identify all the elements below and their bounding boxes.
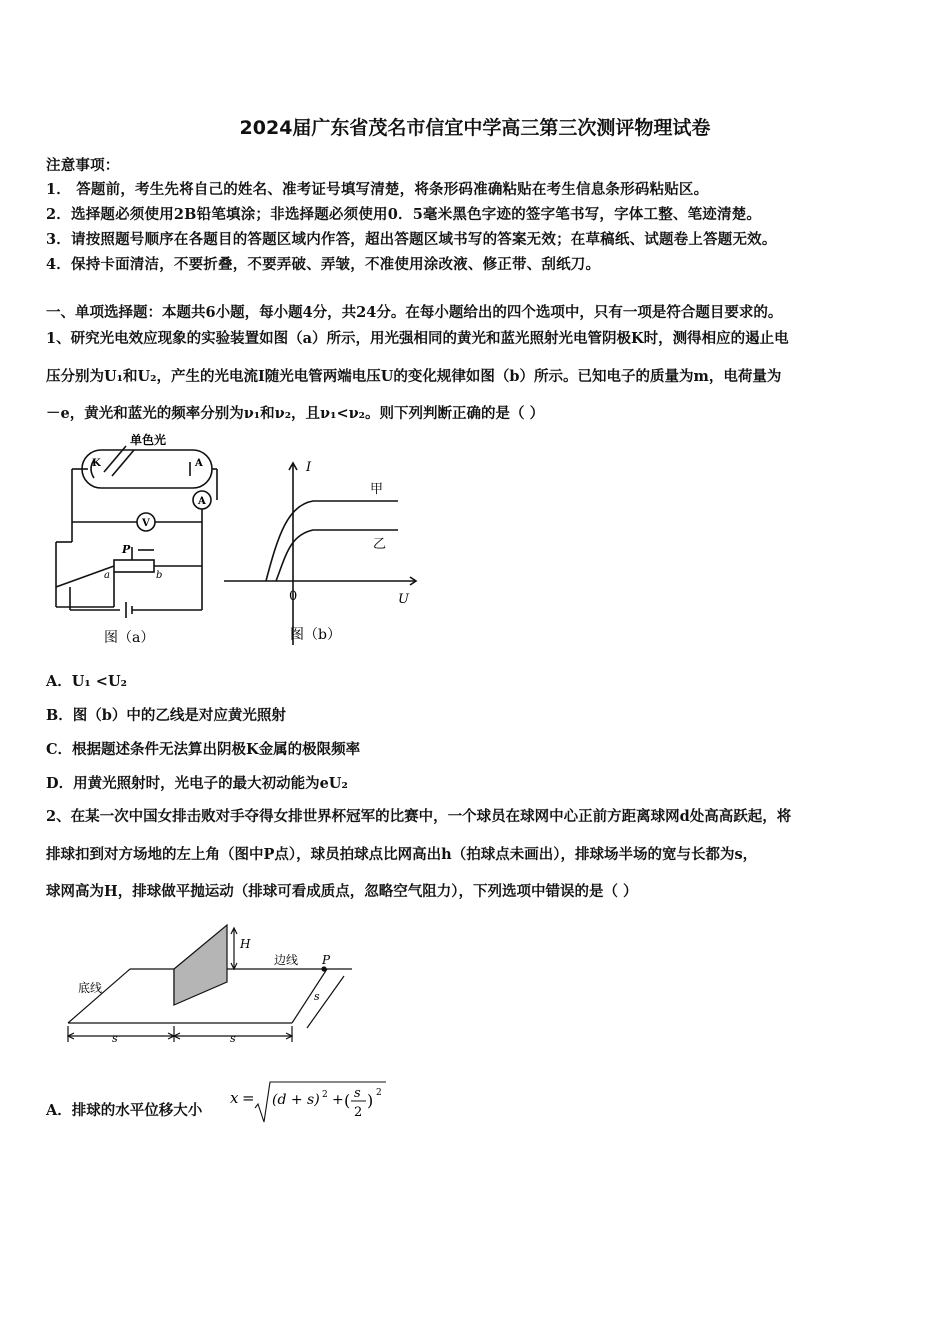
baseline-label: 底线	[78, 981, 103, 995]
court-figure	[62, 920, 362, 1050]
formula-x: x	[230, 1089, 239, 1107]
rheostat-end-b: b	[156, 570, 163, 581]
formula-plus: +	[332, 1092, 344, 1108]
formula-paren-open: (	[344, 1091, 351, 1110]
q1-option-b: B．图（b）中的乙线是对应黄光照射	[46, 707, 286, 724]
notice-item: 3．请按照题号顺序在各题目的答题区域内作答，超出答题区域书写的答案无效；在草稿纸、试题卷上答题无效。	[46, 231, 777, 248]
q2-text-line: 球网高为H，排球做平抛运动（排球可看成质点，忽略空气阻力），下列选项中错误的是（ ）	[46, 883, 638, 900]
s-label-mid: s	[230, 1032, 236, 1045]
formula-exp1: 2	[322, 1090, 328, 1100]
formula-frac-num: s	[354, 1086, 361, 1101]
rheostat	[114, 560, 154, 572]
net	[174, 925, 227, 1005]
notice-item: 4．保持卡面清洁，不要折叠，不要弄破、弄皱，不准使用涂改液、修正带、刮纸刀。	[46, 256, 601, 273]
formula-exp2: 2	[376, 1088, 382, 1098]
q2-option-a: A．排球的水平位移大小	[46, 1102, 203, 1119]
sideline-label: 边线	[274, 953, 299, 967]
displacement-formula	[228, 1078, 388, 1124]
iu-graph	[218, 455, 428, 655]
point-p-label: P	[322, 953, 331, 967]
rheostat-end-a: a	[104, 570, 110, 581]
curve-jia-label: 甲	[370, 482, 384, 497]
light-label: 单色光	[130, 433, 167, 447]
notice-item: 2．选择题必须使用2B铅笔填涂；非选择题必须使用0．5毫米黑色字迹的签字笔书写，字体工整、笔迹清楚。	[46, 206, 762, 223]
formula-frac-den: 2	[354, 1105, 363, 1120]
formula-eq: =	[242, 1089, 255, 1107]
u-axis-label: U	[398, 592, 409, 607]
formula-term1: (d + s)	[272, 1092, 320, 1108]
notice-heading: 注意事项：	[46, 157, 120, 174]
circuit-figure	[42, 432, 232, 654]
s-label-right: s	[314, 990, 320, 1003]
ammeter-label: A	[198, 496, 206, 507]
notice-item: 1． 答题前，考生先将自己的姓名、准考证号填写清楚，将条形码准确粘贴在考生信息条形码粘贴区。	[46, 181, 709, 198]
page-title: 2024届广东省茂名市信宜中学高三第三次测评物理试卷	[239, 117, 711, 139]
i-axis-label: I	[306, 460, 312, 475]
q1-text-line: －e，黄光和蓝光的频率分别为ν₁和ν₂，且ν₁<ν₂。则下列判断正确的是（ ）	[46, 405, 545, 422]
q2-text-line: 排球扣到对方场地的左上角（图中P点），球员拍球点比网高出h（拍球点未画出），排球场半场的宽与长都为s，	[46, 846, 758, 863]
net-height-label: H	[240, 937, 251, 951]
curve-yi-label: 乙	[373, 537, 387, 552]
q2-text-line: 2、在某一次中国女排击败对手夺得女排世界杯冠军的比赛中，一个球员在球网中心正前方距离球网d处高高跃起，将	[46, 808, 792, 825]
figure-b-caption: 图（b）	[290, 627, 341, 643]
point-p	[321, 966, 326, 971]
q1-option-d: D．用黄光照射时，光电子的最大初动能为eU₂	[46, 775, 348, 792]
q1-option-a: A．U₁ <U₂	[46, 673, 127, 690]
photocell-tube	[82, 450, 212, 488]
q1-text-line: 压分别为U₁和U₂，产生的光电流I随光电管两端电压U的变化规律如图（b）所示。已知电子的质量为m，电荷量为	[46, 368, 782, 385]
light-ray	[112, 450, 134, 476]
slider-label: P	[122, 543, 131, 556]
q1-text-line: 1、研究光电效应现象的实验装置如图（a）所示，用光强相同的黄光和蓝光照射光电管阴极K时，测得相应的遏止电	[46, 330, 789, 347]
q1-option-c: C．根据题述条件无法算出阴极K金属的极限频率	[46, 741, 361, 758]
section-heading: 一、单项选择题：本题共6小题，每小题4分，共24分。在每小题给出的四个选项中，只有一项是符合题目要求的。	[46, 304, 783, 321]
formula-paren-close: )	[367, 1091, 374, 1110]
figure-a-caption: 图（a）	[104, 630, 155, 646]
cathode-label: K	[92, 458, 101, 469]
anode-label: A	[195, 458, 203, 469]
baseline	[68, 969, 130, 1023]
voltmeter-label: V	[142, 518, 150, 529]
origin-label: 0	[289, 589, 298, 604]
s-label-left: s	[112, 1032, 118, 1045]
